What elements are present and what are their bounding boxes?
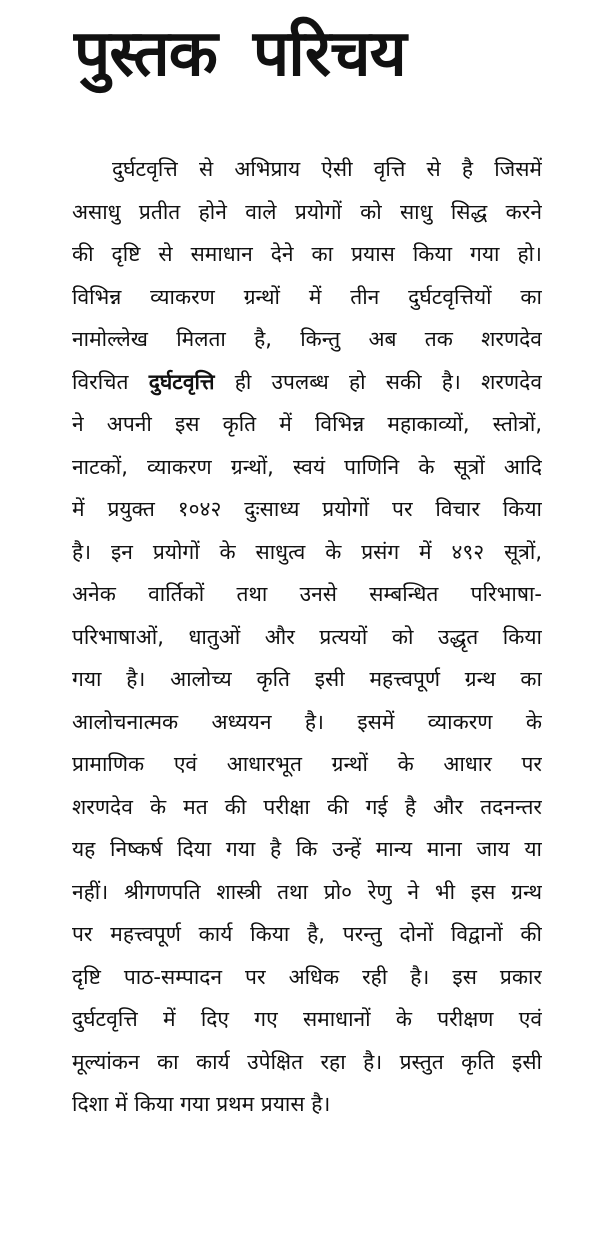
title-word-2: परिचय [252,17,406,91]
paragraph-line: नहीं। श्रीगणपति शास्त्री तथा प्रो० रेणु ने भी इस ग्रन्थ [72,879,542,904]
intro-paragraph [72,148,542,1126]
paragraph-line: यह निष्कर्ष दिया गया है कि उन्हें मान्य माना जाय या [72,837,542,861]
paragraph-line: है। इन प्रयोगों के साधुत्व के प्रसंग में ४९२ सूत्रों, [72,539,542,564]
paragraph-line: असाधु प्रतीत होने वाले प्रयोगों को साधु सिद्ध करने [72,199,542,224]
bold-book-title: दुर्घटवृत्ति [148,369,215,394]
paragraph-line: परिभाषाओं, धातुओं और प्रत्ययों को उद्धृत किया [72,624,542,649]
paragraph-line: गया है। आलोच्य कृति इसी महत्त्वपूर्ण ग्रन्थ का [72,667,542,691]
paragraph-line: नामोल्लेख मिलता है, किन्तु अब तक शरणदेव [72,327,542,351]
paragraph-line: में प्रयुक्त १०४२ दुःसाध्य प्रयोगों पर विचार किया [72,497,542,521]
paragraph-line: ने अपनी इस कृति में विभिन्न महाकाव्यों, स्तोत्रों, [72,412,542,436]
paragraph-line: दुर्घटवृत्ति में दिए गए समाधानों के परीक्षण एवं [72,1007,542,1031]
paragraph-line: शरणदेव के मत की परीक्षा की गई है और तदनन्तर [72,794,542,819]
paragraph-line: दिशा में किया गया प्रथम प्रयास है। [72,1092,331,1116]
paragraph-line: आलोचनात्मक अध्ययन है। इसमें व्याकरण के [72,709,542,734]
paragraph-line: दृष्टि पाठ-सम्पादन पर अधिक रही है। इस प्रकार [72,964,542,989]
paragraph-line: दुर्घटवृत्ति से अभिप्राय ऐसी वृत्ति से है जिसमें [112,157,542,181]
title-word-1: पुस्तक [74,17,217,91]
line-text-before: विरचित [72,369,149,394]
paragraph-line: की दृष्टि से समाधान देने का प्रयास किया गया हो। [72,242,542,266]
paragraph-line: मूल्यांकन का कार्य उपेक्षित रहा है। प्रस्तुत कृति इसी [72,1049,542,1074]
page-title [74,14,544,94]
paragraph-line: पर महत्त्वपूर्ण कार्य किया है, परन्तु दोनों विद्वानों की [72,922,542,946]
paragraph-line-with-bold-title [72,361,542,404]
paragraph-line: अनेक वार्तिकों तथा उनसे सम्बन्धित परिभाषा- [72,582,542,606]
line-text-after: ही उपलब्ध हो सकी है। शरणदेव [214,369,542,394]
paragraph-line: विभिन्न व्याकरण ग्रन्थों में तीन दुर्घटवृत्तियों का [72,284,542,309]
paragraph-line: नाटकों, व्याकरण ग्रन्थों, स्वयं पाणिनि के सूत्रों आदि [72,454,542,479]
paragraph-line: प्रामाणिक एवं आधारभूत ग्रन्थों के आधार पर [72,752,542,776]
